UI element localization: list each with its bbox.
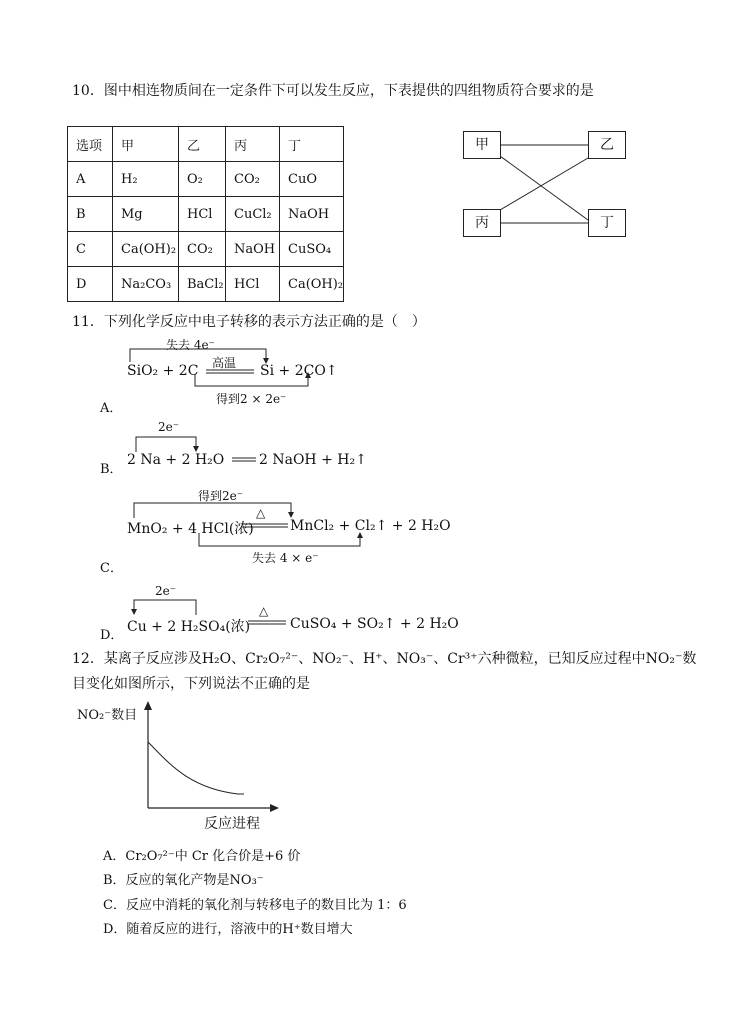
- table-cell: CO₂: [179, 232, 226, 267]
- q11c-bottom-label: 失去 4 × e⁻: [252, 551, 319, 565]
- q11-stem: 11．下列化学反应中电子转移的表示方法正确的是（ ）: [72, 314, 426, 330]
- q11d-equals: [248, 620, 288, 626]
- q11d-letter: D．: [100, 628, 124, 643]
- table-row: [68, 232, 344, 267]
- q11d-right: CuSO₄ + SO₂↑ + 2 H₂O: [290, 616, 459, 632]
- q12-stem-line1: 12．某离子反应涉及H₂O、Cr₂O₇²⁻、NO₂⁻、H⁺、NO₃⁻、Cr³⁺六种微粒，已知反应过程中NO₂⁻数: [72, 651, 697, 667]
- table-row: [68, 162, 344, 197]
- node-ding: 丁: [588, 209, 626, 237]
- q12-stem-line2: 目变化如图所示，下列说法不正确的是: [72, 676, 310, 692]
- q12-option-c: C．反应中消耗的氧化剂与转移电子的数目比为 1：6: [103, 898, 407, 913]
- q12-chart-curve: [148, 742, 244, 794]
- table-cell: Na₂CO₃: [113, 267, 179, 302]
- table-cell: O₂: [179, 162, 226, 197]
- q11b-letter: B．: [100, 462, 123, 477]
- node-jia: 甲: [463, 131, 501, 159]
- table-cell: CuO: [280, 162, 344, 197]
- table-row: [68, 267, 344, 302]
- table-cell: Mg: [113, 197, 179, 232]
- table-header: 丁: [280, 127, 344, 162]
- q11d-top-label: 2e⁻: [155, 584, 177, 598]
- node-yi: 乙: [588, 131, 626, 159]
- q12-option-a: A．Cr₂O₇²⁻中 Cr 化合价是+6 价: [103, 849, 301, 864]
- table-header: 乙: [179, 127, 226, 162]
- table-cell: NaOH: [226, 232, 280, 267]
- table-cell: CuCl₂: [226, 197, 280, 232]
- table-header: 甲: [113, 127, 179, 162]
- table-cell: D: [68, 267, 113, 302]
- q12-chart-xlabel: 反应进程: [204, 816, 260, 832]
- q12-option-d: D．随着反应的进行，溶液中的H⁺数目增大: [103, 922, 353, 937]
- q10-options-table: [67, 126, 344, 302]
- table-cell: BaCl₂: [179, 267, 226, 302]
- q12-chart: [138, 700, 284, 812]
- table-cell: NaOH: [280, 197, 344, 232]
- table-cell: Ca(OH)₂: [113, 232, 179, 267]
- q12-chart-ylabel: NO₂⁻数目: [77, 708, 138, 723]
- q11a-bottom-label: 得到2 × 2e⁻: [216, 392, 287, 406]
- q11c-left: MnO₂ + 4 HCl(浓): [127, 521, 254, 537]
- table-header: 选项: [68, 127, 113, 162]
- q11b-left: 2 Na + 2 H₂O: [127, 452, 225, 468]
- q11d-left: Cu + 2 H₂SO₄(浓): [127, 619, 251, 635]
- node-bing: 丙: [463, 209, 501, 237]
- table-cell: Ca(OH)₂: [280, 267, 344, 302]
- q11a-right: Si + 2CO↑: [260, 363, 338, 379]
- q11a-equals: [206, 369, 256, 375]
- table-header: 丙: [226, 127, 280, 162]
- table-cell: A: [68, 162, 113, 197]
- q11b-right: 2 NaOH + H₂↑: [259, 452, 367, 468]
- table-cell: B: [68, 197, 113, 232]
- q11a-condition: 高温: [212, 356, 237, 370]
- table-header-row: [68, 127, 344, 162]
- q11b-equals: [232, 457, 258, 463]
- table-cell: C: [68, 232, 113, 267]
- q11c-condition: △: [256, 506, 266, 520]
- table-row: [68, 197, 344, 232]
- table-cell: CuSO₄: [280, 232, 344, 267]
- q11d-condition: △: [259, 604, 269, 618]
- q11c-right: MnCl₂ + Cl₂↑ + 2 H₂O: [290, 518, 451, 534]
- q11a-left: SiO₂ + 2C: [127, 363, 199, 379]
- table-cell: CO₂: [226, 162, 280, 197]
- q11c-letter: C．: [100, 561, 123, 576]
- q11c-top-label: 得到2e⁻: [198, 489, 244, 503]
- table-cell: HCl: [179, 197, 226, 232]
- table-cell: HCl: [226, 267, 280, 302]
- q11a-top-label: 失去 4e⁻: [166, 338, 215, 352]
- q11b-top-label: 2e⁻: [158, 420, 180, 434]
- table-cell: H₂: [113, 162, 179, 197]
- q12-option-b: B．反应的氧化产物是NO₃⁻: [103, 873, 264, 888]
- q10-stem: 10．图中相连物质间在一定条件下可以发生反应，下表提供的四组物质符合要求的是: [72, 83, 594, 99]
- q11a-letter: A．: [100, 401, 123, 416]
